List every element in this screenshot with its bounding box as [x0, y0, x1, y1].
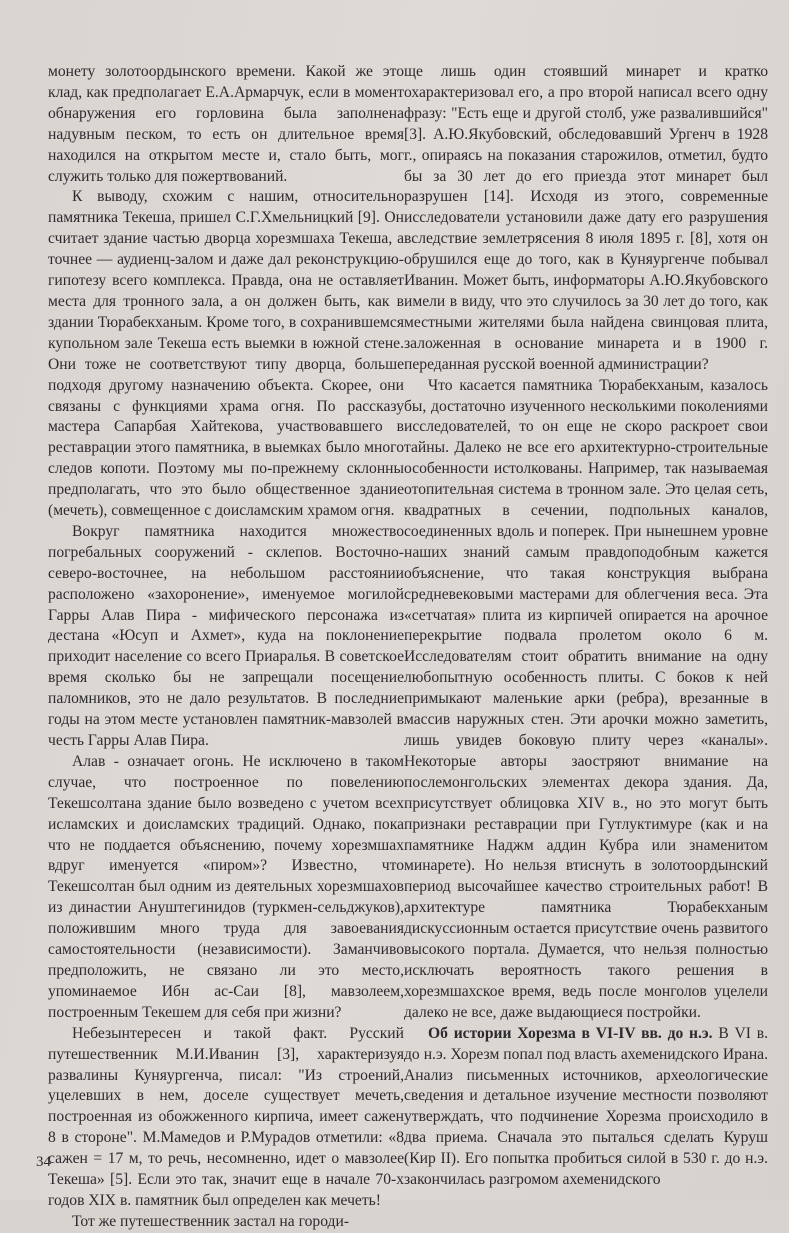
left-column: [48, 62, 404, 1233]
paragraph: [404, 1024, 768, 1191]
paragraph: К выводу, схожим с нашим, относительно памятника Текеша, пришел С.Г.Хмельницкий [9]. Он считает здание частью дворца хорезмшаха Текеша, а точнее — аудиенц-залом и даже дал реконструкцию-гипотезу всего комплекса. Правда, она не оставляет места для тронного зала, а он должен быть, как в здании Тюрабекханым. Кроме того, в сохранившемся купольном зале Текеша есть выемки в южной стене. Они тоже не соответствуют типу дворца, больше подходя другому назначению объекта. Скорее, они связаны с функциями храма огня. По рассказу мастера Сапарбая Хайтекова, участвовавшего в реставрации этого памятника, в выемках было много следов копоти. Поэтому мы по-прежнему склонны предполагать, что это было общественное здание (мечеть), совмещенное с доисламским храмом огня.: [48, 188, 404, 520]
section-text: В VI в. до н.э. Хорезм попал под власть ахеменидского Ирана. Анализ письменных источников, археологические сведения и детальное изучение местности позволяют утверждать, что подчинение Хорезма происходило в два приема. Сначала это пыталься сделать Куруш (Кир II). Его попытка пробиться силой в 530 г. до н.э. закончилась разгромом ахеменидского: [404, 1024, 769, 1189]
right-column: [404, 62, 768, 1191]
paragraph: монету золотоордынского времени. Какой же это клад, как предполагает Е.А.Армарчук, если в момент обнаружения его горловина была заполнена надувным песком, то есть он длительное время находился на открытом месте и, стало быть, мог служить только для пожертвований.: [48, 63, 404, 185]
page-number: 34: [36, 1154, 51, 1170]
paragraph: Что касается памятника Тюрабекханым, казалось бы, достаточно изученного несколькими поколениями исследователей, то он еще не скоро раскроет свои тайны. Далеко не все его архитектурно-строительные особенности истолкованы. Например, так называемая отопительная система в тронном зале. Это целая сеть, квадратных в сечении, подпольных каналов, соединенных вдоль и поперек. При нынешнем уровне наших знаний самым правдоподобным кажется объяснение, что такая конструкция выбрана средневековыми мастерами для облегчения веса. Эта «сетчатая» плита из кирпичей опирается на арочное перекрытие подвала пролетом около 6 м. Исследователям стоит обратить внимание на одну любопытную особенность плиты. С боков к ней примыкают маленькие арки (ребра), врезанные в массив наружных стен. Эти арочки можно заметить, лишь увидев боковую плиту через «каналы». Некоторые авторы заостряют внимание на послемонгольских элементах декора здания. Да, присутствует облицовка XIV в., но это могут быть признаки реставрации при Гутлуктимуре (как и на памятнике Наджм аддин Кубра или знаменитом минарете). Но нельзя втиснуть в золотоордынский период высочайшее качество строительных работ! В архитектуре памятника Тюрабекханым дискуссионным остается присутствие очень развитого высокого портала. Думается, что нельзя полностью исключать вероятность такого решения в хорезмшахское время, ведь после монголов уцелели далеко не все, даже выдающиеся постройки.: [404, 376, 768, 1021]
paragraph: Небезынтересен и такой факт. Русский путешественник М.И.Иванин [3], характеризуя развалины Куняургенча, писал: "Из строений, уцелевших в нем, доселе существует мечеть, построенная из обожженного кирпича, имеет сажен 8 в стороне". М.Мамедов и Р.Мурадов отметили: «8 сажен = 17 м, то речь, несомненно, идет о мавзолее Текеша» [5]. Если это так, значит еще в начале 70-х годов XIX в. памятник был определен как мечеть!: [48, 1024, 404, 1209]
section-heading: Об истории Хорезма в VI-IV вв. до н.э.: [428, 1024, 713, 1042]
paragraph: ще лишь один стоявший минарет и кратко охарактеризовал его, а про второй написал всего одну фразу: "Есть еще и другой столб, уже развалившийся" [3]. А.Ю.Якубовский, обследовавший Ургенч в 1928 г., опираясь на показания старожилов, отметил, будто бы за 30 лет до его приезда этот минарет был разрушен [14]. Исходя из этого, современные исследователи установили даже дату его разрушения вследствие землетрясения 8 июля 1895 г. [8], хотя он обрушился еще до того, как в Куняургенче побывал Иванин. Может быть, информаторы А.Ю.Якубовского имели в виду, что это случилось за 30 лет до того, как местными жителями была найдена свинцовая плита, заложенная в основание минарета и в 1900 г. переданная русской военной администрации?: [404, 63, 768, 373]
paragraph: Алав - означает огонь. Не исключено в таком случае, что построенное по повелению Текешсолтана здание было возведено с учетом всех исламских и доисламских традиций. Однако, пока что не поддается объяснению, почему хорезмшах вдруг именуется «пиром»? Известно, что Текешсолтан был одним из деятельных хорезмшахов из династии Ануштегинидов (туркмен-сельджуков), положившим много труда для завоевания самостоятельности (независимости). Заманчиво предположить, не связано ли это место, упоминаемое Ибн ас-Саи [8], мавзолеем, построенным Текешем для себя при жизни?: [48, 752, 404, 1021]
paragraph: Вокруг памятника находится множество погребальных сооружений - склепов. Восточно-северо-восточнее, на небольшом расстоянии расположено «захоронение», именуемое могилой Гарры Алав Пира - мифического персонажа из дестана «Юсуп и Ахмет», куда на поклонение приходит население со всего Приаралья. В советское время сколько бы не запрещали посещение паломников, это не дало результатов. В последние годы на этом месте установлен памятник-мавзолей в честь Гарры Алав Пира.: [48, 522, 404, 749]
paragraph: Тот же путешественник застал на городи-: [72, 1212, 350, 1230]
